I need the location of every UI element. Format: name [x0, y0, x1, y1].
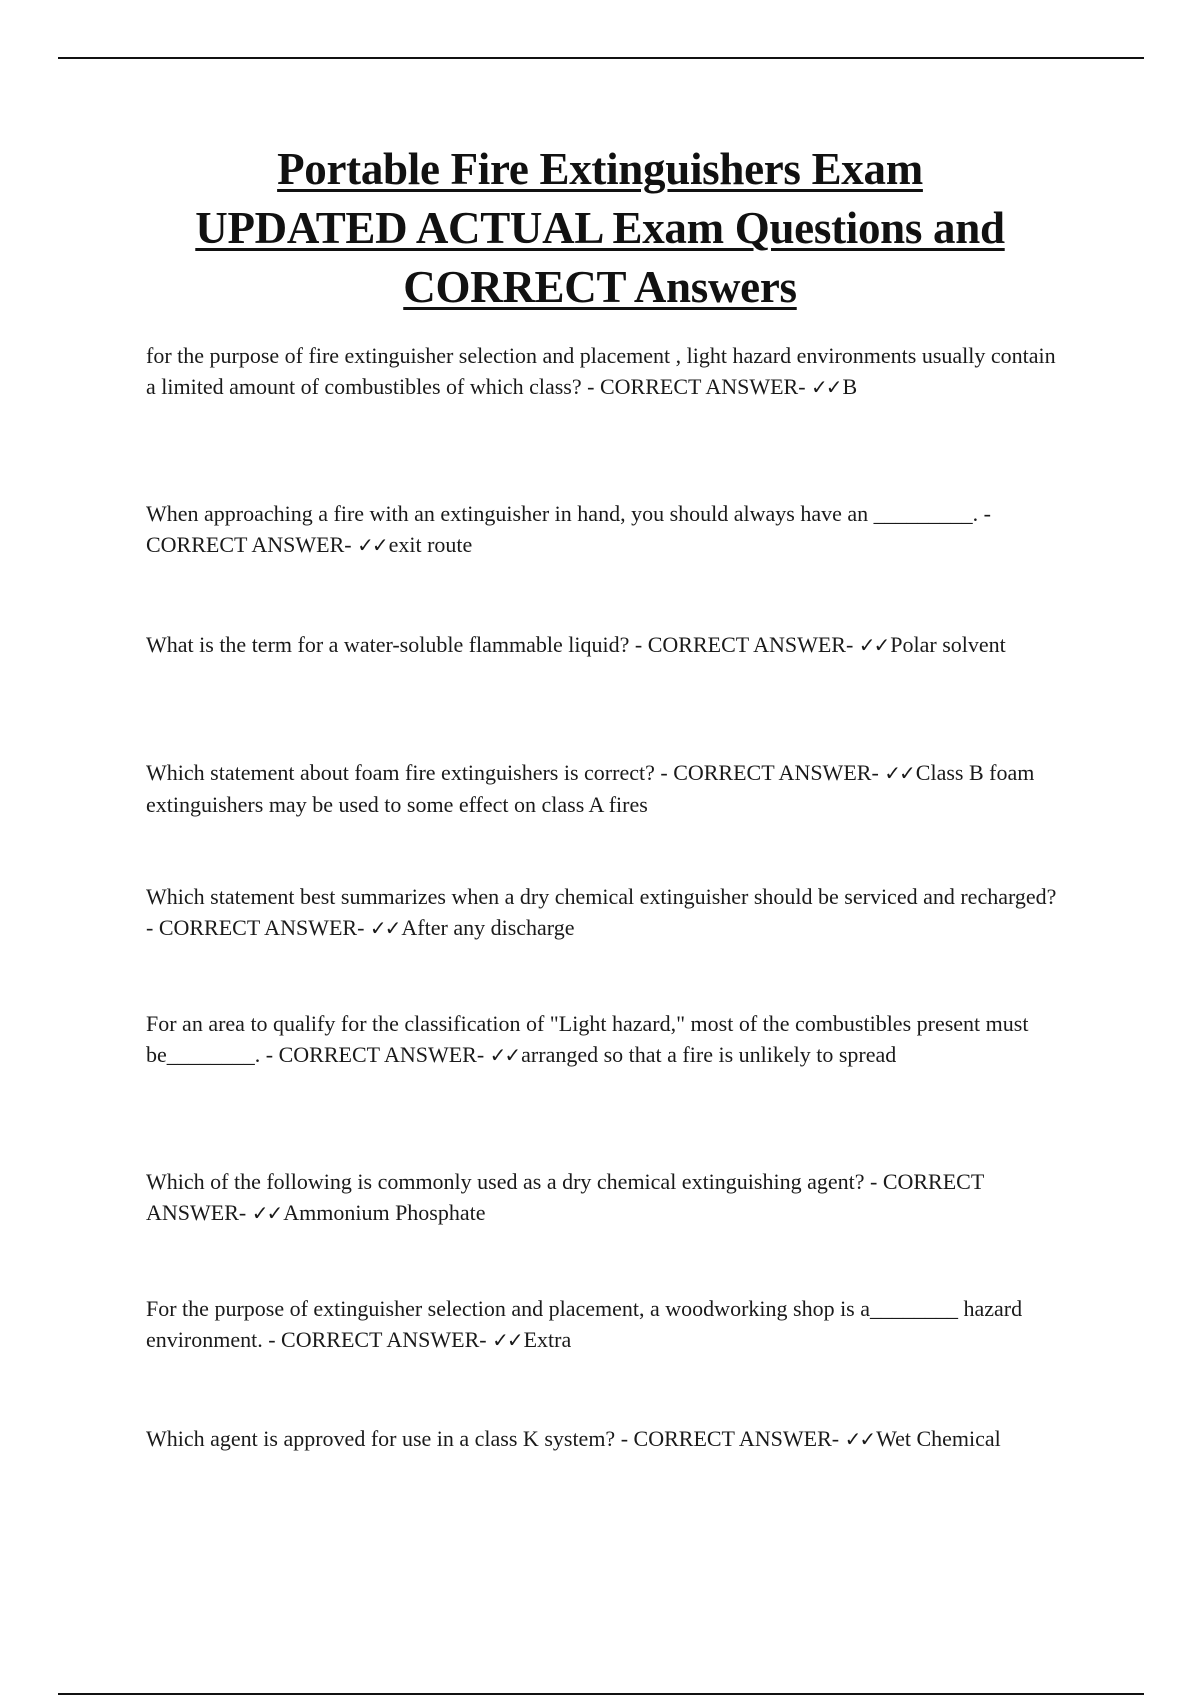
- answer-text: Polar solvent: [890, 632, 1006, 657]
- question-text: Which agent is approved for use in a class K system?: [146, 1426, 616, 1451]
- answer-text: Extra: [523, 1327, 572, 1352]
- question-text: Which statement about foam fire extinguishers is correct?: [146, 760, 655, 785]
- bottom-rule: [58, 1693, 1144, 1695]
- answer-text: Wet Chemical: [876, 1426, 1001, 1451]
- question-text: For the purpose of extinguisher selection and placement, a woodworking shop is a________ hazard environment.: [146, 1296, 1028, 1352]
- answer-text: exit route: [388, 532, 473, 557]
- qa-item-3: [146, 629, 1061, 661]
- qa-item-9: [146, 1423, 1061, 1455]
- double-check-icon: ✓✓: [357, 533, 387, 557]
- title-line-1: Portable Fire Extinguishers Exam: [277, 144, 923, 194]
- answer-prefix: - CORRECT ANSWER-: [262, 1327, 493, 1352]
- answer-text: arranged so that a fire is unlikely to spread: [521, 1042, 897, 1067]
- qa-item-8: [146, 1293, 1061, 1356]
- qa-item-2: [146, 498, 1061, 561]
- title-line-3: CORRECT Answers: [403, 262, 797, 312]
- answer-prefix: - CORRECT ANSWER-: [260, 1042, 490, 1067]
- qa-item-4: [146, 757, 1061, 820]
- question-text: Which of the following is commonly used as a dry chemical extinguishing agent?: [146, 1169, 865, 1194]
- question-text: What is the term for a water-soluble flammable liquid?: [146, 632, 630, 657]
- double-check-icon: ✓✓: [811, 375, 841, 399]
- answer-prefix: - CORRECT ANSWER-: [581, 374, 812, 399]
- double-check-icon: ✓✓: [844, 1427, 875, 1451]
- question-text: When approaching a fire with an extinguisher in hand, you should always have an _________.: [146, 501, 979, 526]
- double-check-icon: ✓✓: [489, 1043, 520, 1067]
- answer-text: Ammonium Phosphate: [283, 1200, 486, 1225]
- answer-prefix: - CORRECT ANSWER-: [146, 501, 997, 557]
- answer-prefix: - CORRECT ANSWER-: [146, 884, 1062, 940]
- question-text: For an area to qualify for the classification of "Light hazard," most of the combustibles present must be________.: [146, 1011, 1034, 1067]
- qa-item-7: [146, 1166, 1061, 1229]
- question-text: for the purpose of fire extinguisher selection and placement , light hazard environments usually contain a limited amount of combustibles of which class?: [146, 343, 1062, 399]
- answer-prefix: - CORRECT ANSWER-: [629, 632, 859, 657]
- answer-text: Class B foam extinguishers may be used to some effect on class A fires: [146, 760, 1040, 817]
- answer-text: After any discharge: [401, 915, 575, 940]
- answer-prefix: - CORRECT ANSWER-: [654, 760, 885, 785]
- qa-item-1: [146, 340, 1061, 403]
- double-check-icon: ✓✓: [369, 916, 400, 940]
- question-text: Which statement best summarizes when a dry chemical extinguisher should be serviced and recharged?: [146, 884, 1057, 909]
- answer-text: B: [842, 374, 858, 399]
- qa-item-6: [146, 1008, 1061, 1071]
- answer-prefix: - CORRECT ANSWER-: [146, 1169, 989, 1225]
- answer-prefix: - CORRECT ANSWER-: [615, 1426, 845, 1451]
- double-check-icon: ✓✓: [858, 633, 889, 657]
- double-check-icon: ✓✓: [884, 761, 914, 785]
- double-check-icon: ✓✓: [251, 1201, 282, 1225]
- double-check-icon: ✓✓: [492, 1328, 522, 1352]
- title-line-2: UPDATED ACTUAL Exam Questions and: [195, 203, 1005, 253]
- qa-item-5: [146, 881, 1061, 944]
